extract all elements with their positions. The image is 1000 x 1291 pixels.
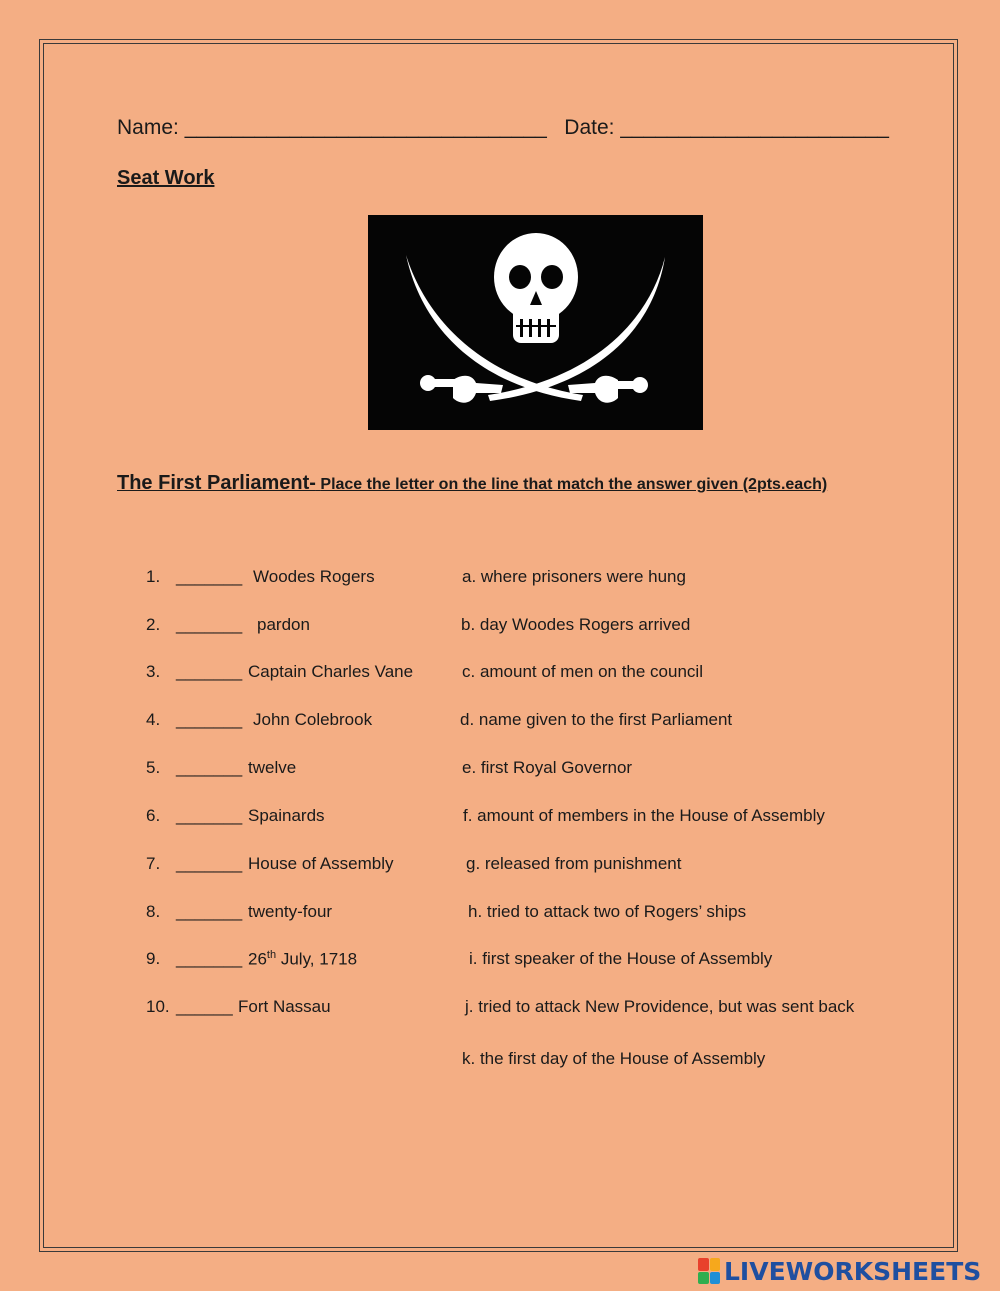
answer-option: g. released from punishment [466,854,682,873]
item-term [248,949,357,970]
matching-item-6 [0,806,1000,832]
matching-item-7 [0,854,1000,880]
item-number: 6. [146,806,161,825]
matching-item-1 [0,567,1000,593]
answer-option: b. day Woodes Rogers arrived [461,615,691,634]
answer-blank[interactable]: _______ [176,758,243,777]
item-number: 7. [146,854,161,873]
answer-blank[interactable]: _______ [176,567,243,586]
answer-option: f. amount of members in the House of Assembly [463,806,825,825]
answer-option: c. amount of men on the council [462,662,703,681]
term-day: 26 [248,949,267,969]
liveworksheets-logo-icon [698,1258,720,1284]
answer-blank[interactable]: _______ [176,615,243,634]
term-rest: July, 1718 [276,949,358,969]
logo-square [698,1258,709,1271]
matching-item-4 [0,710,1000,736]
item-term: twenty-four [248,902,333,921]
answer-blank[interactable]: _______ [176,902,243,921]
name-date-line [117,116,889,140]
item-term: Woodes Rogers [253,567,375,586]
section-heading [117,472,827,495]
answer-option: i. first speaker of the House of Assembly [469,949,773,968]
date-blank[interactable]: _______________________ [620,116,889,139]
item-number: 8. [146,902,161,921]
answer-option-k: k. the first day of the House of Assembly [462,1049,766,1068]
section-instruction: Place the letter on the line that match the answer given (2pts.each) [320,476,828,493]
logo-square [710,1272,721,1285]
term-day-suffix: th [266,949,277,961]
item-term: twelve [248,758,297,777]
item-term: John Colebrook [253,710,373,729]
liveworksheets-logo [698,1256,981,1286]
item-number: 2. [146,615,161,634]
section-title: The First Parliament- [117,472,316,494]
item-number: 10. [146,997,170,1016]
seat-work-heading: Seat Work [117,167,215,189]
matching-item-2 [0,615,1000,641]
item-term: House of Assembly [248,854,394,873]
jolly-roger-icon [368,215,703,430]
item-number: 5. [146,758,161,777]
date-label: Date: [564,116,615,139]
answer-blank[interactable]: _______ [176,710,243,729]
matching-item-5 [0,758,1000,784]
logo-square [698,1272,709,1285]
answer-blank[interactable]: _______ [176,949,243,968]
answer-blank[interactable]: _______ [176,662,243,681]
name-label: Name: [117,116,179,139]
logo-square [710,1258,721,1271]
item-term: Spainards [248,806,325,825]
item-term: Fort Nassau [238,997,331,1016]
pirate-flag-image [368,215,703,430]
answer-blank[interactable]: ______ [176,997,233,1016]
item-term: Captain Charles Vane [248,662,414,681]
answer-option: h. tried to attack two of Rogers’ ships [468,902,747,921]
item-number: 4. [146,710,161,729]
item-number: 3. [146,662,161,681]
answer-option: d. name given to the first Parliament [460,710,733,729]
name-blank[interactable]: _______________________________ [184,116,547,139]
matching-item-8 [0,902,1000,928]
answer-option: e. first Royal Governor [462,758,633,777]
answer-blank[interactable]: _______ [176,806,243,825]
logo-text: LIVEWORKSHEETS [724,1256,982,1286]
answer-option: j. tried to attack New Providence, but was sent back [465,997,855,1016]
matching-item-9 [0,949,1000,975]
matching-item-3 [0,662,1000,688]
item-term: pardon [257,615,310,634]
answer-option: a. where prisoners were hung [462,567,686,586]
item-number: 1. [146,567,161,586]
answer-blank[interactable]: _______ [176,854,243,873]
matching-item-10 [0,997,1000,1023]
item-number: 9. [146,949,161,968]
